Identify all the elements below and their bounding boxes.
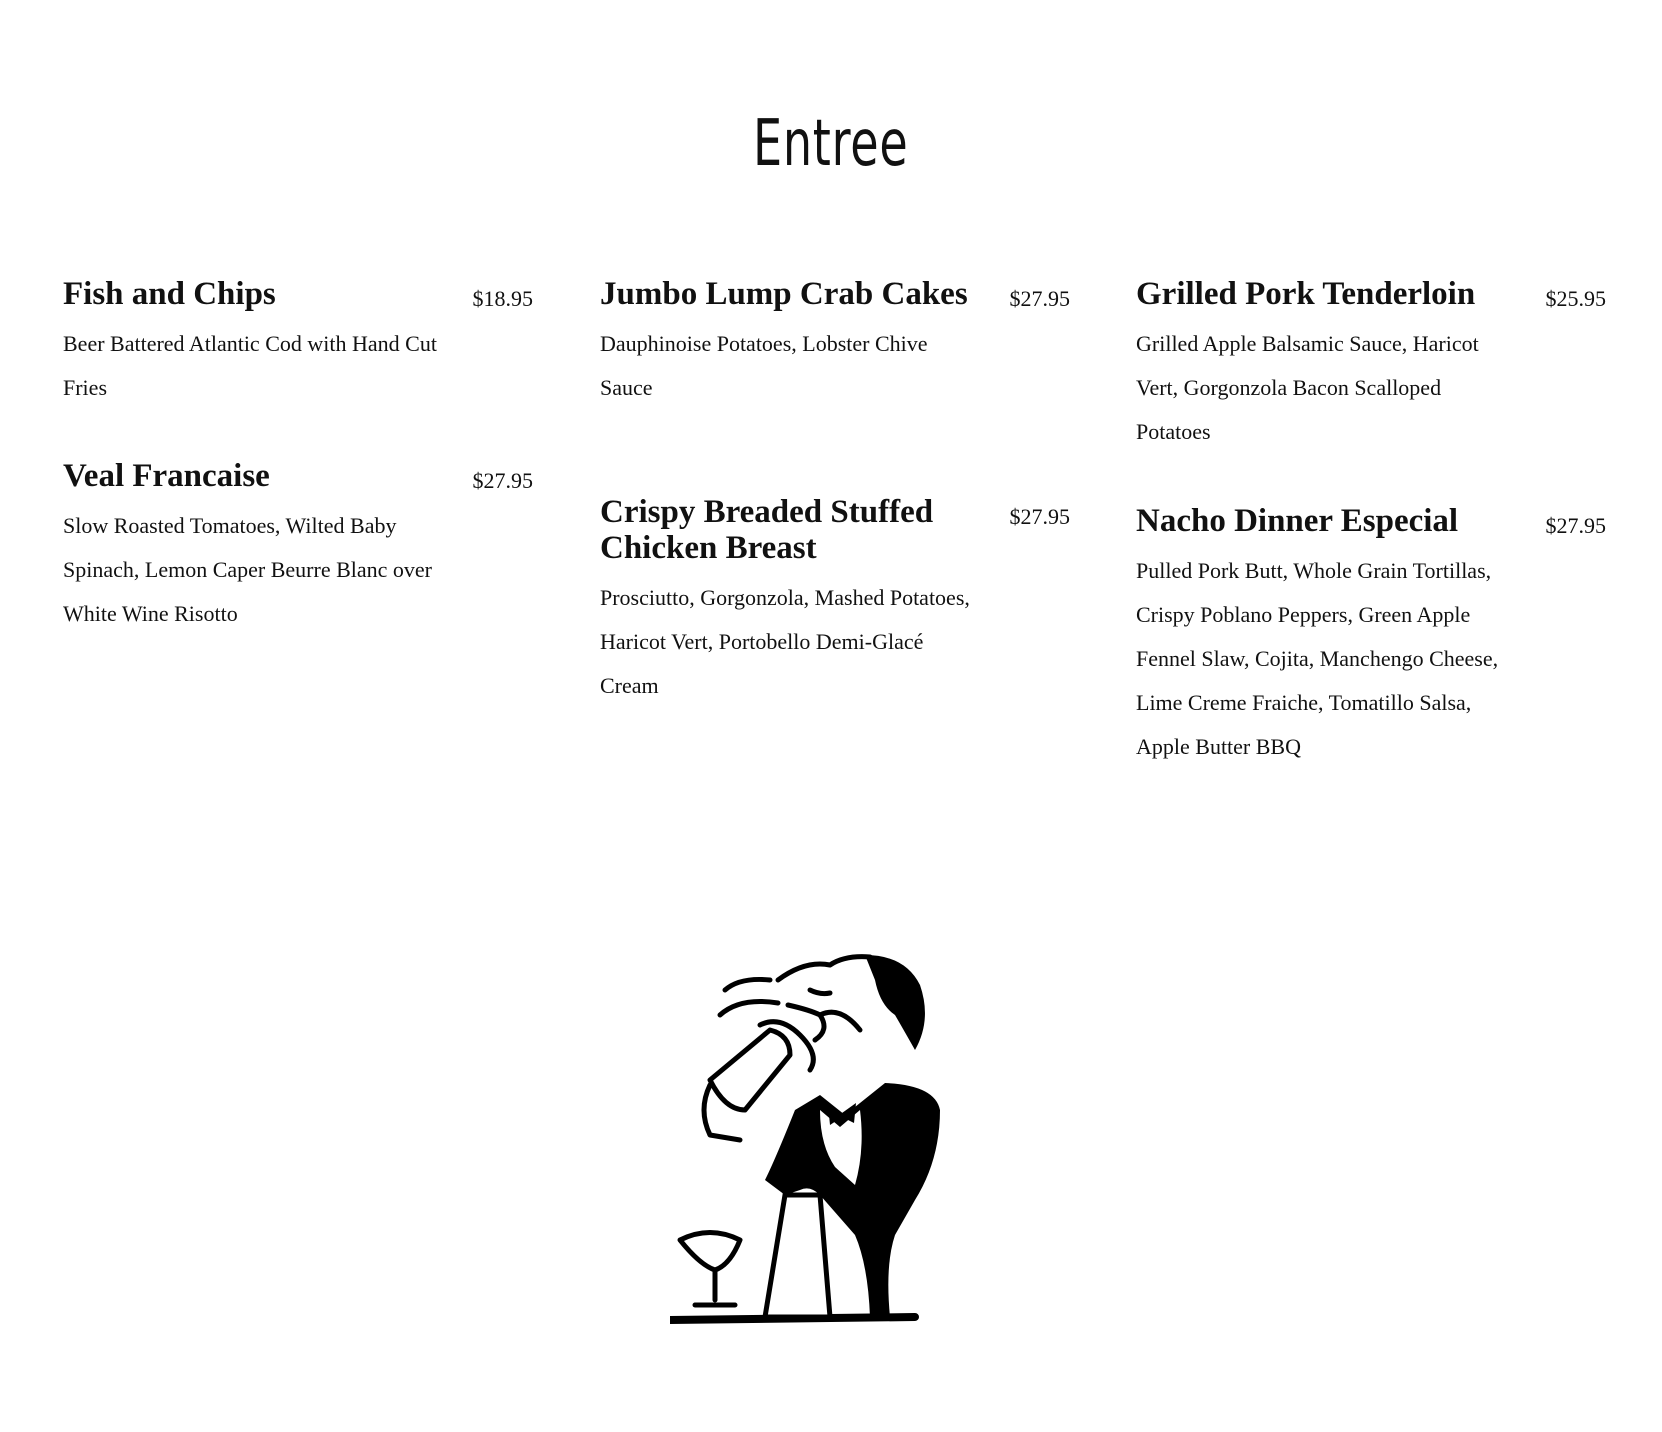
item-name: Fish and Chips (63, 276, 276, 312)
menu-item-fish-and-chips (63, 276, 533, 410)
menu-item-nacho-dinner-especial (1136, 503, 1606, 769)
item-price: $27.95 (1009, 504, 1070, 529)
item-price: $27.95 (472, 468, 533, 493)
item-description: Prosciutto, Gorgonzola, Mashed Potatoes, Haricot Vert, Portobello Demi-Glacé Cream (600, 585, 970, 698)
page-title: Entree (753, 107, 909, 181)
item-name: Jumbo Lump Crab Cakes (600, 276, 968, 312)
item-price: $25.95 (1545, 286, 1606, 311)
item-name: Crispy Breaded Stuffed Chicken Breast (600, 494, 934, 566)
menu-item-veal-francaise (63, 458, 533, 636)
item-description: Grilled Apple Balsamic Sauce, Haricot Vert, Gorgonzola Bacon Scalloped Potatoes (1136, 331, 1479, 444)
item-description: Dauphinoise Potatoes, Lobster Chive Sauce (600, 331, 928, 400)
menu-item-crispy-breaded-stuffed-chicken-breast (600, 494, 1070, 708)
item-price: $27.95 (1009, 286, 1070, 311)
item-description: Slow Roasted Tomatoes, Wilted Baby Spinach, Lemon Caper Beurre Blanc over White Wine Risotto (63, 513, 432, 626)
item-description: Pulled Pork Butt, Whole Grain Tortillas, Crispy Poblano Peppers, Green Apple Fennel Slaw, Cojita, Manchengo Cheese, Lime Creme Fraiche, Tomatillo Salsa, Apple Butter BBQ (1136, 558, 1499, 759)
item-name: Veal Francaise (63, 458, 270, 494)
menu-item-grilled-pork-tenderloin (1136, 276, 1606, 454)
bartender-illustration (670, 935, 990, 1335)
menu-item-jumbo-lump-crab-cakes (600, 276, 1070, 410)
bartender-shaking-cocktail-icon (670, 935, 990, 1335)
item-price: $18.95 (472, 286, 533, 311)
item-name: Nacho Dinner Especial (1136, 503, 1459, 539)
item-price: $27.95 (1545, 513, 1606, 538)
item-name: Grilled Pork Tenderloin (1136, 276, 1476, 312)
item-description: Beer Battered Atlantic Cod with Hand Cut Fries (63, 331, 437, 400)
